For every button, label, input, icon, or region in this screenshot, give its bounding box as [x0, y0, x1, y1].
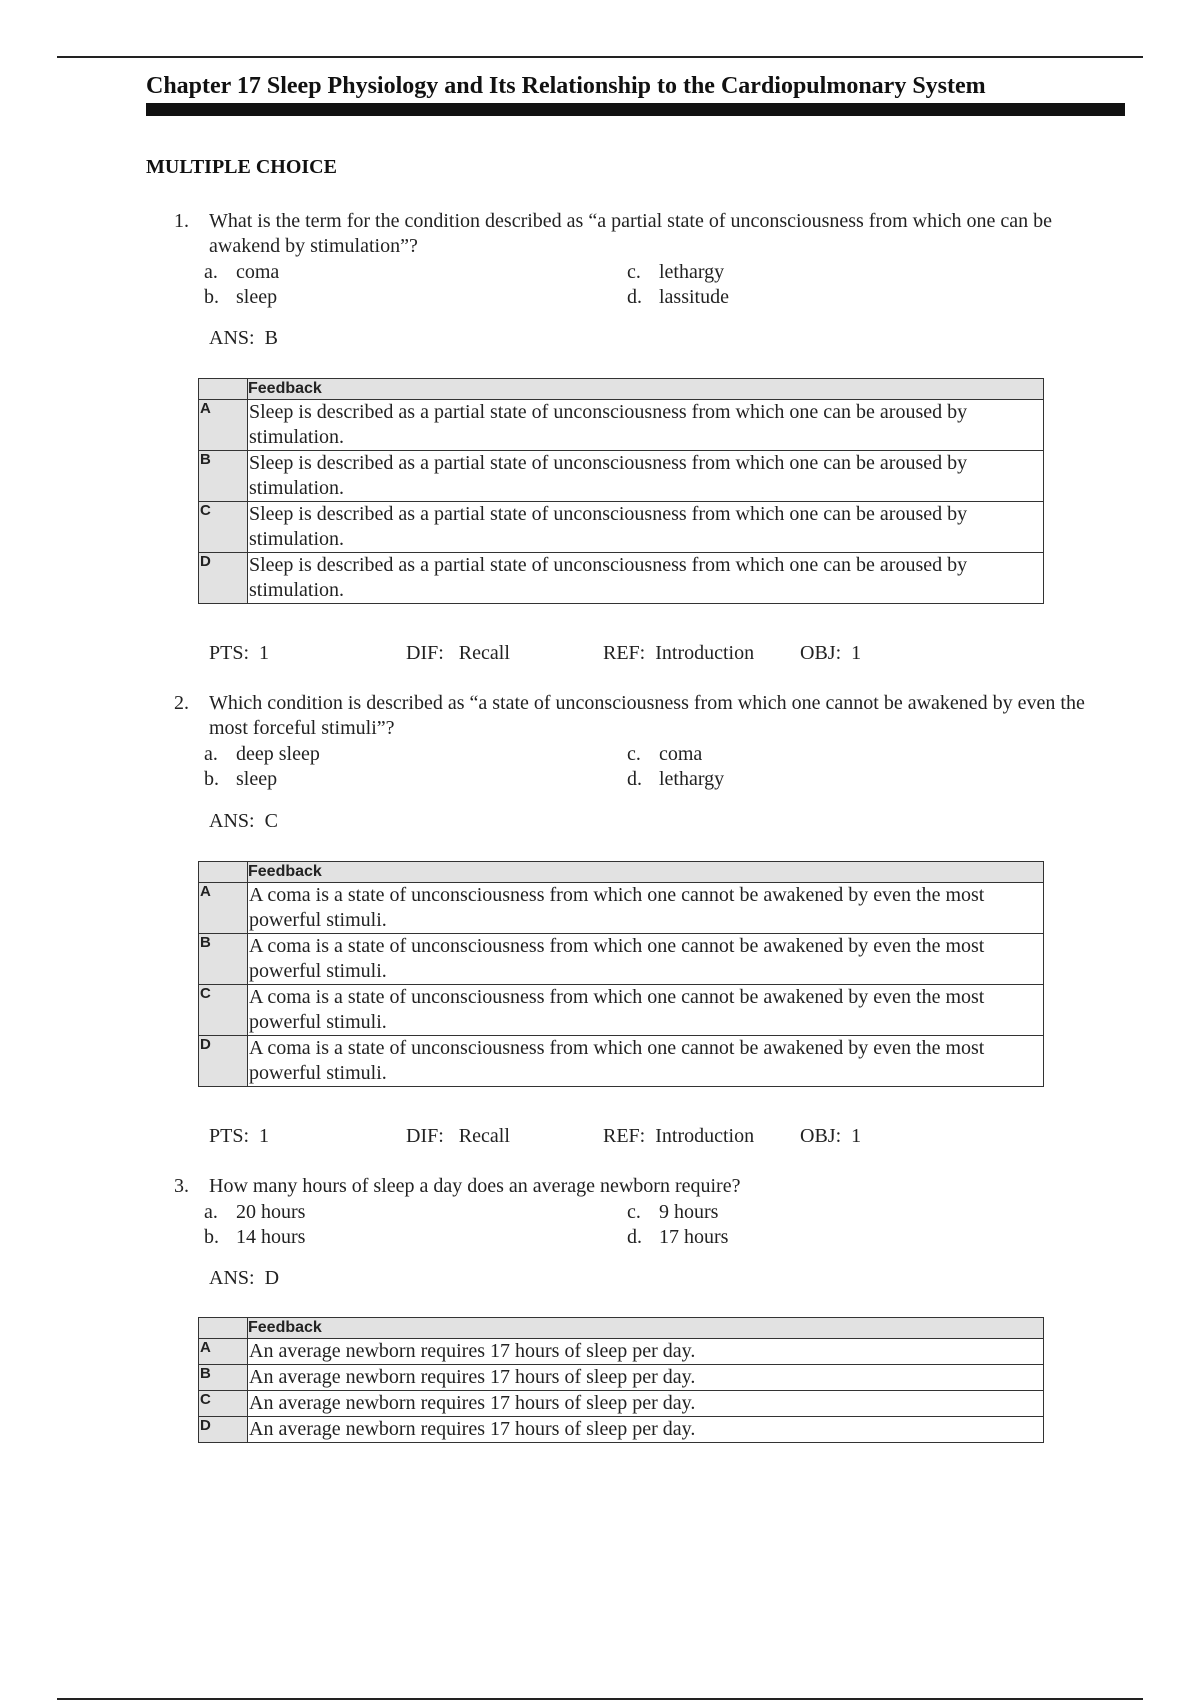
feedback-row [199, 400, 1044, 451]
question-1-difficulty: DIF: Recall [406, 642, 510, 664]
feedback-row [199, 985, 1044, 1036]
feedback-key: B [199, 451, 248, 502]
feedback-text: Sleep is described as a partial state of unconsciousness from which one can be aroused by stimulation. [248, 400, 1044, 451]
feedback-key: C [199, 985, 248, 1036]
question-1-option-c: c. lethargy [627, 261, 725, 283]
question-3-answer: ANS: D [209, 1267, 280, 1289]
feedback-row [199, 1036, 1044, 1087]
feedback-row [199, 1391, 1044, 1417]
question-3-number: 3. [174, 1175, 189, 1197]
feedback-key: A [199, 400, 248, 451]
question-1-number: 1. [174, 210, 189, 232]
feedback-key: D [199, 553, 248, 604]
question-2-text: Which condition is described as “a state of unconsciousness from which one cannot be awakened by even the most forceful stimuli”? [209, 692, 1085, 739]
feedback-row [199, 934, 1044, 985]
page-title: Chapter 17 Sleep Physiology and Its Relationship to the Cardiopulmonary System [146, 73, 986, 99]
question-2-option-d: d. lethargy [627, 768, 725, 790]
title-underline-bar [146, 103, 1125, 116]
feedback-header: Feedback [248, 1318, 1044, 1339]
section-heading: MULTIPLE CHOICE [146, 156, 337, 178]
feedback-text: Sleep is described as a partial state of unconsciousness from which one can be aroused by stimulation. [248, 451, 1044, 502]
feedback-text: A coma is a state of unconsciousness from which one cannot be awakened by even the most powerful stimuli. [248, 1036, 1044, 1087]
feedback-key: A [199, 883, 248, 934]
feedback-row [199, 1365, 1044, 1391]
question-2-answer: ANS: C [209, 810, 278, 832]
feedback-key: B [199, 934, 248, 985]
feedback-key: C [199, 502, 248, 553]
feedback-row [199, 883, 1044, 934]
feedback-key: A [199, 1339, 248, 1365]
question-3-option-d: d. 17 hours [627, 1226, 729, 1248]
feedback-text: An average newborn requires 17 hours of sleep per day. [248, 1339, 1044, 1365]
feedback-header: Feedback [248, 862, 1044, 883]
feedback-header-row [199, 379, 1044, 400]
feedback-row [199, 553, 1044, 604]
question-3-option-a: a. 20 hours [204, 1201, 306, 1223]
feedback-row [199, 502, 1044, 553]
question-2-option-b: b. sleep [204, 768, 278, 790]
feedback-key: C [199, 1391, 248, 1417]
feedback-text: An average newborn requires 17 hours of sleep per day. [248, 1365, 1044, 1391]
feedback-header: Feedback [248, 379, 1044, 400]
question-1-feedback-table [198, 378, 1044, 604]
feedback-header-row [199, 862, 1044, 883]
feedback-key: D [199, 1036, 248, 1087]
feedback-text: Sleep is described as a partial state of unconsciousness from which one can be aroused by stimulation. [248, 553, 1044, 604]
top-rule [57, 56, 1143, 58]
question-2-number: 2. [174, 692, 189, 714]
feedback-text: An average newborn requires 17 hours of sleep per day. [248, 1417, 1044, 1443]
question-1-reference: REF: Introduction [603, 642, 755, 664]
question-3-text: How many hours of sleep a day does an average newborn require? [209, 1175, 741, 1197]
question-1-objective: OBJ: 1 [800, 642, 862, 664]
feedback-row [199, 1417, 1044, 1443]
question-2-objective: OBJ: 1 [800, 1125, 862, 1147]
question-1-answer: ANS: B [209, 327, 278, 349]
question-2-option-a: a. deep sleep [204, 743, 320, 765]
question-2-option-c: c. coma [627, 743, 703, 765]
question-2-difficulty: DIF: Recall [406, 1125, 510, 1147]
feedback-row [199, 1339, 1044, 1365]
question-1-option-b: b. sleep [204, 286, 278, 308]
feedback-row [199, 451, 1044, 502]
feedback-key: B [199, 1365, 248, 1391]
feedback-key: D [199, 1417, 248, 1443]
feedback-text: A coma is a state of unconsciousness from which one cannot be awakened by even the most powerful stimuli. [248, 934, 1044, 985]
question-3-option-c: c. 9 hours [627, 1201, 719, 1223]
feedback-text: A coma is a state of unconsciousness from which one cannot be awakened by even the most powerful stimuli. [248, 985, 1044, 1036]
question-1-points: PTS: 1 [209, 642, 270, 664]
question-1-text: What is the term for the condition described as “a partial state of unconsciousness from which one can be awakend by stimulation”? [209, 210, 1053, 257]
question-1-option-d: d. lassitude [627, 286, 729, 308]
question-3-option-b: b. 14 hours [204, 1226, 306, 1248]
feedback-text: Sleep is described as a partial state of unconsciousness from which one can be aroused by stimulation. [248, 502, 1044, 553]
question-2-reference: REF: Introduction [603, 1125, 755, 1147]
question-2-points: PTS: 1 [209, 1125, 270, 1147]
feedback-text: A coma is a state of unconsciousness from which one cannot be awakened by even the most powerful stimuli. [248, 883, 1044, 934]
question-2-feedback-table [198, 861, 1044, 1087]
question-3-feedback-table [198, 1317, 1044, 1443]
question-1-option-a: a. coma [204, 261, 280, 283]
feedback-text: An average newborn requires 17 hours of sleep per day. [248, 1391, 1044, 1417]
feedback-header-row [199, 1318, 1044, 1339]
